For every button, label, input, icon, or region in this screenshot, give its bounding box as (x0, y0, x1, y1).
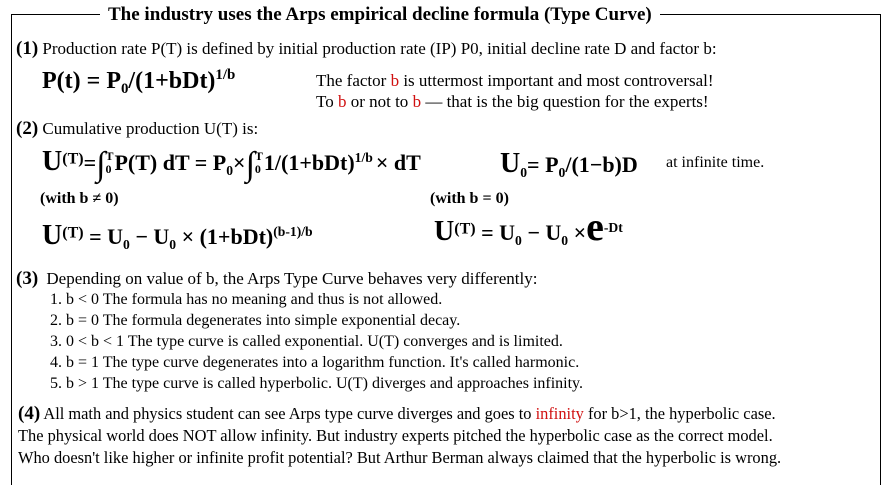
b-factor-note-1 (316, 71, 714, 91)
label-b-nonzero: (with b ≠ 0) (40, 190, 119, 207)
exp-eq: = U (475, 220, 515, 245)
integral-lower: 0 (105, 161, 112, 176)
list-item: 2. b = 0 The formula degenerates into simple exponential decay. (50, 312, 461, 329)
integral-upper: T (105, 148, 114, 163)
integral-sign: ∫ (96, 146, 106, 184)
integral-limits (105, 150, 113, 176)
section-4-line-2: The physical world does NOT allow infinity. But industry experts pitched the hyperbolic case as the correct model. (18, 426, 773, 445)
u0-mid: = P (527, 152, 559, 177)
list-item: 4. b = 1 The type curve degenerates into a logarithm function. It's called harmonic. (50, 354, 580, 371)
exponential-formula (434, 204, 623, 249)
u0-lhs: U (500, 148, 521, 179)
u0-rest: /(1−b)D (565, 152, 638, 177)
hyp-t: (T) (62, 224, 84, 242)
integral-dt: × dT (375, 150, 421, 175)
list-item: 3. 0 < b < 1 The type curve is called exponential. U(T) converges and is limited. (50, 333, 563, 350)
rate-formula-rest: /(1+bDt) (128, 68, 216, 94)
exp-u: U (434, 216, 455, 247)
note-text: The factor (316, 71, 391, 90)
section-3-number: (3) (16, 268, 39, 289)
integral-times: × (233, 150, 246, 175)
integral-frac: 1/(1+bDt) (263, 150, 355, 175)
note-text: is uttermost important and most controversal! (399, 71, 714, 90)
u0-sub: 0 (520, 164, 528, 180)
note-text: To (316, 92, 338, 111)
list-item: 1. b < 0 The formula has no meaning and thus is not allowed. (50, 291, 443, 308)
u0-sub2: 0 (558, 164, 566, 180)
exp-sub-a: 0 (515, 232, 522, 248)
section-1-number: (1) (16, 38, 39, 59)
section-3-intro (16, 268, 537, 290)
infinity-highlight: infinity (535, 404, 584, 423)
integral-p: P(T) dT = P (114, 150, 227, 175)
section-4-number: (4) (18, 403, 41, 424)
integral-exp: 1/b (354, 149, 373, 165)
integral-sign-2: ∫ (245, 146, 255, 184)
list-item: 5. b > 1 The type curve is called hyperbolic. U(T) diverges and approaches infinity. (50, 375, 584, 392)
exp-minus: − U (521, 220, 562, 245)
section-2-intro (16, 118, 258, 140)
exp-sub-b: 0 (561, 232, 569, 248)
b-highlight: b (337, 92, 347, 111)
page-title: The industry uses the Arps empirical decline formula (Type Curve) (100, 4, 660, 26)
integral-p-sub: 0 (226, 162, 234, 178)
hyp-exp: (b-1)/b (273, 223, 313, 239)
section-4-text: All math and physics student can see Arps type curve diverges and goes to (43, 404, 536, 423)
u0-formula (500, 148, 638, 180)
rate-formula (42, 67, 236, 98)
hyperbolic-formula (42, 220, 313, 252)
rate-formula-exp: 1/b (215, 67, 236, 84)
section-4-line-1 (18, 403, 781, 425)
section-1-intro (16, 38, 717, 60)
hyp-minus: − U (129, 224, 170, 249)
section-1-text: Production rate P(T) is defined by initial production rate (IP) P0, initial decline rate D and factor b: (42, 39, 717, 58)
hyp-sub-a: 0 (123, 236, 130, 252)
label-b-zero: (with b = 0) (430, 190, 509, 207)
integral-t: (T) (62, 150, 84, 168)
section-4-line-3: Who doesn't like higher or infinite profit potential? But Arthur Berman always claimed that the hyperbolic is wrong. (18, 448, 782, 467)
exp-exp: -Dt (603, 219, 623, 235)
u0-note: at infinite time. (666, 154, 765, 171)
section-2-number: (2) (16, 118, 39, 139)
hyp-sub-b: 0 (169, 236, 177, 252)
section-3-text: Depending on value of b, the Arps Type Curve behaves very differently: (46, 269, 538, 288)
exp-e: e (586, 204, 604, 249)
exp-times: × (568, 220, 587, 245)
note-text: or not to (346, 92, 413, 111)
hyp-u: U (42, 220, 63, 251)
exp-t: (T) (454, 220, 476, 238)
b-highlight: b (390, 71, 400, 90)
rate-formula-lhs: P(t) = P (42, 68, 121, 94)
b-factor-note-2 (316, 92, 709, 112)
note-text: — that is the big question for the experts! (421, 92, 709, 111)
section-2-text: Cumulative production U(T) is: (42, 119, 259, 138)
b-highlight: b (412, 92, 422, 111)
hyp-rest: × (1+bDt) (176, 224, 274, 249)
integral-upper-2: T (254, 148, 263, 163)
integral-eq: = (83, 150, 97, 175)
integral-u: U (42, 146, 63, 177)
rate-formula-sub: 0 (120, 81, 129, 98)
integral-lower-2: 0 (254, 161, 261, 176)
b-cases-list (50, 289, 583, 394)
integral-limits-2 (255, 150, 263, 176)
section-4-text: for b>1, the hyperbolic case. (583, 404, 776, 423)
cumulative-integral (42, 146, 421, 184)
hyp-eq: = U (83, 224, 123, 249)
section-4 (18, 403, 781, 469)
